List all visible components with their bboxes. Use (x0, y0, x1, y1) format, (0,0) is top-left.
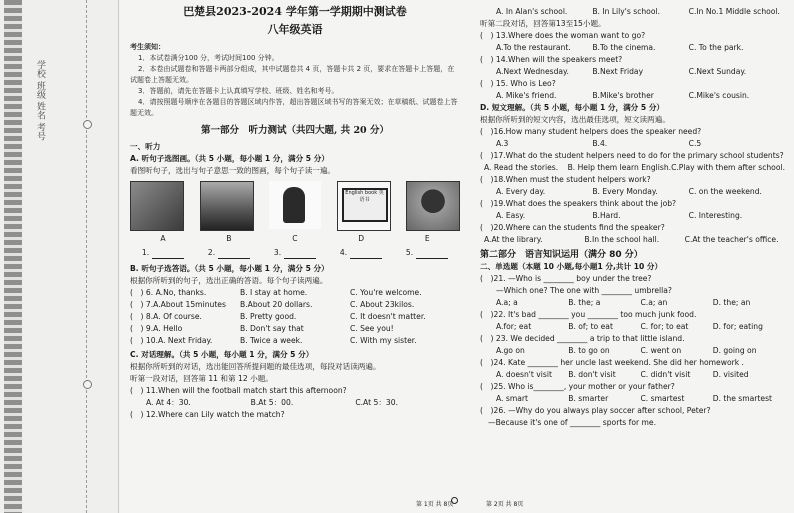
picture-letter: D (358, 234, 365, 243)
question-13: ( ) 13.Where does the woman want to go? (480, 31, 646, 40)
blank-number: 4. (339, 248, 348, 257)
notice-line: 1．本试卷满分100 分，考试时间100 分钟。 (138, 54, 279, 62)
option-a: A. Read the stories. (484, 163, 559, 172)
question-12-options (480, 6, 785, 18)
question-option-c: C. With my sister. (350, 336, 417, 345)
answer-blank-2[interactable] (208, 247, 250, 259)
question-option-a: ( ) 9.A. Hello (130, 324, 183, 333)
exam-subject: 八年级英语 (267, 23, 323, 36)
picture-letters (130, 233, 460, 245)
question-option-c: C. It doesn't matter. (350, 312, 426, 321)
question-options (480, 162, 785, 174)
exam-title: 巴楚县2023-2024 学年第一学期期中测试卷 (183, 5, 407, 18)
section-b-heading: B. 听句子选答语。（共 5 小题，每小题 1 分，满分 5 分） (130, 264, 329, 273)
option-a: A. Mike's friend. (496, 91, 557, 100)
left-column (130, 0, 460, 421)
question-21: ( )21. —Who is ________ boy under the tree? (480, 274, 652, 283)
option-a: A.To the restaurant. (496, 43, 571, 52)
question-row (130, 335, 460, 347)
option-b: B. Every Monday. (592, 187, 658, 196)
picture-c (269, 181, 321, 229)
question-12: ( ) 12.Where can Lily watch the match? (130, 410, 285, 419)
question-18: ( )18.When must the student helpers work? (480, 175, 651, 184)
option-c: C.a; an (640, 298, 668, 307)
picture-e (406, 181, 460, 231)
notice-line: 2．本卷由试题卷和答题卡两部分组成，其中试题卷共 4 页，答题卡共 2 页，要求在答题卡上答题，在 (138, 65, 455, 73)
option-c: C.Next Sunday. (688, 67, 747, 76)
question-options (480, 138, 785, 150)
option-b: B.4. (592, 139, 608, 148)
option-b: B. smarter (568, 394, 609, 403)
question-options (480, 369, 785, 381)
blank-number: 5. (405, 248, 414, 257)
question-options (480, 234, 785, 246)
option-b: B.Hard. (592, 211, 621, 220)
option-a: A. Every day. (496, 187, 546, 196)
question-option-c: C. About 23kilos. (350, 300, 415, 309)
option-c: C.In No.1 Middle school. (688, 7, 780, 16)
answer-blank-4[interactable] (340, 247, 382, 259)
question-options (480, 393, 785, 405)
option-c: C.Mike's cousin. (688, 91, 750, 100)
option-c: C. went on (640, 346, 682, 355)
answer-blank-3[interactable] (274, 247, 316, 259)
answer-blanks (130, 247, 460, 259)
option-c: C. To the park. (688, 43, 744, 52)
option-b: B. Help them learn English. (567, 163, 672, 172)
picture-letter: A (160, 234, 166, 243)
question-option-a: ( ) 7.A.About 15minutes (130, 300, 226, 309)
question-option-a: ( ) 6. A.No, thanks. (130, 288, 207, 297)
single-choice-heading: 二、单选题（本题 10 小题,每小题1 分,共计 10 分） (480, 262, 663, 271)
notice-line: 4．请按照题号顺序在各题目的答题区域内作答，超出答题区域书写的答案无效；在草稿纸、试题卷上答 (138, 98, 458, 106)
question-row (130, 299, 460, 311)
picture-letter: C (292, 234, 298, 243)
option-a: A.Next Wednesday. (496, 67, 569, 76)
question-options (480, 297, 785, 309)
option-d: D. going on (712, 346, 757, 355)
option-c: C. didn't visit (640, 370, 691, 379)
question-19: ( )19.What does the speakers think about the job? (480, 199, 677, 208)
option-a: A. Easy. (496, 211, 526, 220)
question-options (480, 321, 785, 333)
binding-margin (0, 0, 119, 513)
option-d: D. for; eating (712, 322, 763, 331)
notice-line: 试题卷上答题无效。 (130, 76, 193, 84)
page-number-left: 第 1页 共 8页 (416, 501, 454, 508)
question-options (480, 186, 785, 198)
question-options (480, 42, 785, 54)
question-option-b: B. Don't say that (240, 324, 304, 333)
question-row (130, 323, 460, 335)
seal-line (86, 0, 87, 513)
section-b-instructions: 根据你所听到的句子，选出正确的答语。每个句子读两遍。 (130, 276, 328, 285)
question-24: ( )24. Kate ________ her uncle last weekend. She did her homework . (480, 358, 744, 367)
center-circle (451, 497, 458, 504)
english-book-screen: English book 英语书 (342, 188, 388, 222)
option-a: A.for; eat (496, 322, 532, 331)
dialog-2-instructions: 听第二段对话，回答第13至15小题。 (480, 19, 606, 28)
question-15: ( ) 15. Who is Leo? (480, 79, 556, 88)
blank-number: 2. (207, 248, 216, 257)
question-22: ( )22. It's bad ________ you ________ too much junk food. (480, 310, 697, 319)
option-a: A.go on (496, 346, 525, 355)
option-c: C. on the weekend. (688, 187, 762, 196)
section-d-heading: D. 短文理解。（共 5 小题，每小题 1 分，满分 5 分） (480, 103, 665, 112)
question-option-b: B.About 20 dollars. (240, 300, 313, 309)
binding-label: 学校 班级 姓名 考号 (35, 60, 45, 141)
notice-line: 题无效。 (130, 109, 158, 117)
question-options (480, 66, 785, 78)
option-d: D. the smartest (712, 394, 773, 403)
person-figure (283, 187, 305, 223)
question-row (130, 311, 460, 323)
section-c-sub-instructions: 听第一段对话，回答第 11 和第 12 小题。 (130, 374, 273, 383)
question-21-line2: —Which one? The one with ________ umbrella? (496, 286, 672, 295)
section-a-heading: A. 听句子选图画。（共 5 小题，每小题 1 分，满分 5 分） (130, 154, 329, 163)
section-c-instructions: 根据你所听到的对话，选出能回答所提问题的最佳选项，每段对话读两遍。 (130, 362, 381, 371)
question-26-line2: —Because it's one of ________ sports for me. (488, 418, 657, 427)
answer-blank-1[interactable] (142, 247, 184, 259)
option-a: A.a; a (496, 298, 518, 307)
option-c: C.Play with them after school. (671, 163, 785, 172)
question-14: ( ) 14.When will the speakers meet? (480, 55, 623, 64)
picture-b (200, 181, 254, 231)
page-number-right: 第 2页 共 8页 (486, 501, 524, 508)
question-row (130, 287, 460, 299)
picture-a (130, 181, 184, 231)
option-b: B.In the school hall. (584, 235, 660, 244)
option-b: B.At 5：00. (250, 398, 294, 407)
question-25: ( )25. Who is________, your mother or your father? (480, 382, 675, 391)
question-11: ( ) 11.When will the football match start this afternoon? (130, 386, 347, 395)
binding-hole (83, 120, 92, 129)
option-b: B. of; to eat (568, 322, 613, 331)
part1-title: 第一部分 听力测试（共四大题, 共 20 分） (201, 125, 389, 136)
option-a: A. smart (496, 394, 528, 403)
right-column (480, 0, 785, 429)
binding-hole (83, 380, 92, 389)
answer-blank-5[interactable] (406, 247, 448, 259)
blank-number: 3. (273, 248, 282, 257)
picture-row (130, 181, 460, 231)
option-b: B.Next Friday (592, 67, 644, 76)
question-option-b: B. I stay at home. (240, 288, 308, 297)
question-16: ( )16.How many student helpers does the speaker need? (480, 127, 702, 136)
picture-d (337, 181, 391, 231)
notice-line: 3．答题前，请先在答题卡上认真填写学校、班级、姓名和考号。 (138, 87, 339, 95)
question-option-a: ( ) 10.A. Next Friday. (130, 336, 213, 345)
question-options (480, 345, 785, 357)
question-17: ( )17.What do the student helpers need to do for the primary school students? (480, 151, 784, 160)
option-c: C. smartest (640, 394, 685, 403)
option-b: B. In Lily's school. (592, 7, 660, 16)
question-26: ( )26. —Why do you always play soccer after school, Peter? (480, 406, 711, 415)
option-c: C.At 5：30. (355, 398, 399, 407)
question-option-b: B. Twice a week. (240, 336, 303, 345)
option-c: C. Interesting. (688, 211, 743, 220)
blank-number: 1. (141, 248, 150, 257)
option-a: A. doesn't visit (496, 370, 552, 379)
option-d: D. visited (712, 370, 749, 379)
section-listening: 一、听力 (130, 142, 161, 151)
option-c: C.5 (688, 139, 702, 148)
option-a: A.3 (496, 139, 509, 148)
option-b: B.Mike's brother (592, 91, 654, 100)
section-d-instructions: 根据你所听到的短文内容，选出最佳选项，短文读两遍。 (480, 115, 670, 124)
scan-edge (4, 0, 22, 513)
question-option-a: ( ) 8.A. Of course. (130, 312, 202, 321)
option-a: A. In Alan's school. (496, 7, 568, 16)
notice-block (130, 42, 460, 119)
question-option-c: C. You're welcome. (350, 288, 422, 297)
question-20: ( )20.Where can the students find the speaker? (480, 223, 665, 232)
question-options (480, 210, 785, 222)
option-a: A. At 4：30. (146, 398, 191, 407)
question-11-options (130, 397, 460, 409)
question-23: ( ) 23. We decided ________ a trip to that little island. (480, 334, 685, 343)
option-d: D. the; an (712, 298, 751, 307)
picture-letter: B (226, 234, 232, 243)
question-option-b: B. Pretty good. (240, 312, 297, 321)
option-b: B.To the cinema. (592, 43, 656, 52)
option-c: C.At the teacher's office. (684, 235, 779, 244)
option-a: A.At the library. (484, 235, 543, 244)
question-options (480, 90, 785, 102)
notice-heading: 考生须知： (130, 43, 165, 51)
option-b: B. to go on (568, 346, 610, 355)
part2-title: 第二部分 语言知识运用（满分 80 分） (480, 250, 643, 260)
option-b: B. the; a (568, 298, 601, 307)
option-c: C. for; to eat (640, 322, 689, 331)
section-a-instructions: 看图听句子，选出与句子意思一致的图画，每个句子读一遍。 (130, 166, 336, 175)
picture-letter: E (424, 234, 430, 243)
option-b: B. don't visit (568, 370, 616, 379)
question-option-c: C. See you! (350, 324, 394, 333)
section-c-heading: C. 对话理解。（共 5 小题，每小题 1 分，满分 5 分） (130, 350, 314, 359)
